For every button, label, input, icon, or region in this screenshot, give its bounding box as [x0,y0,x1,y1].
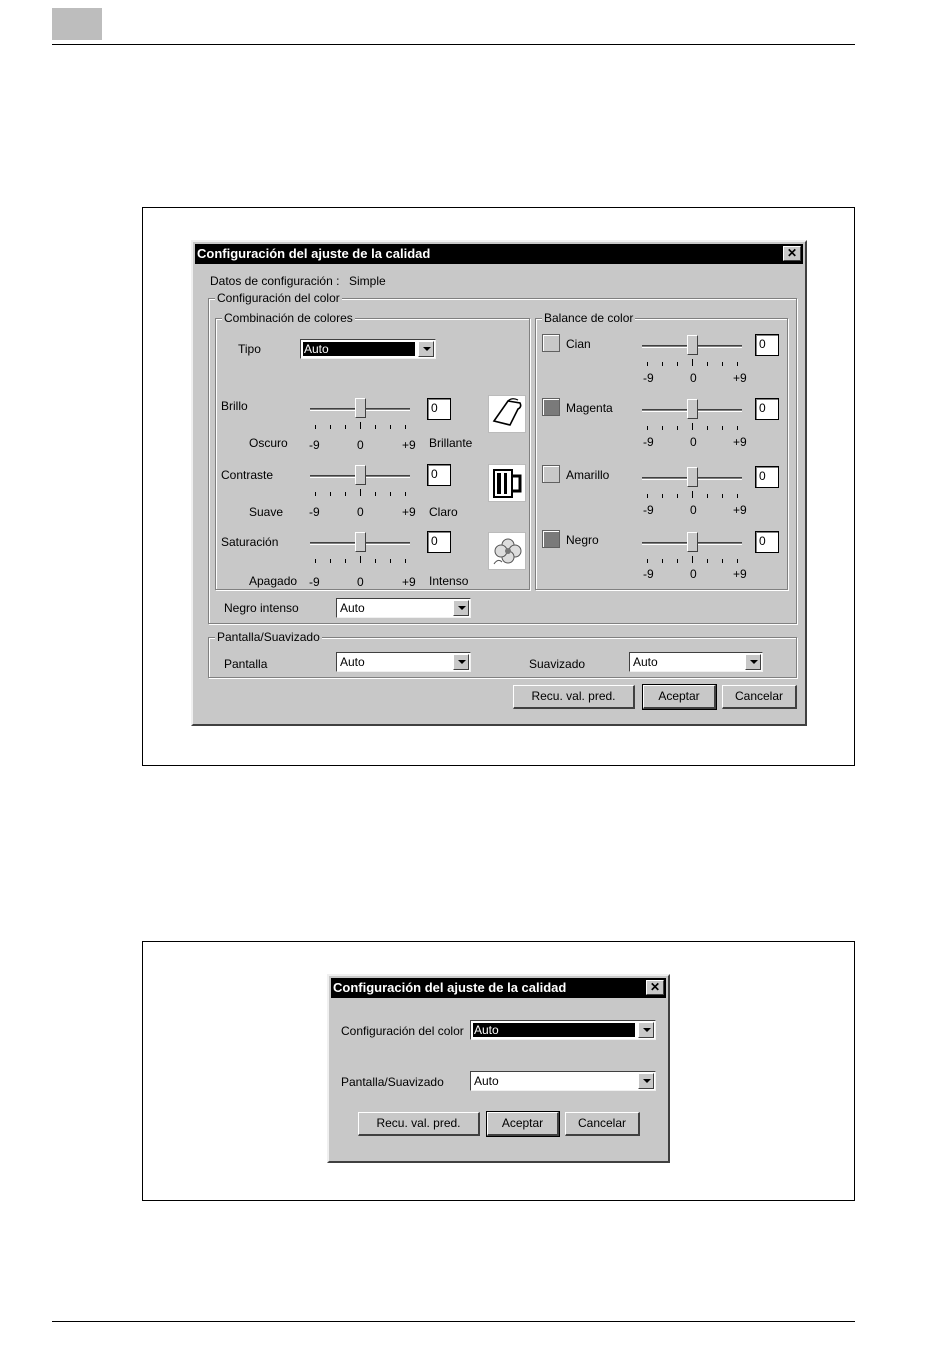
brightness-max-label: +9 [402,438,416,452]
slider-tick [707,559,708,563]
cancel-button[interactable]: Cancelar [722,685,797,709]
black-mid-label: 0 [690,567,697,581]
magenta-swatch [542,398,560,416]
cyan-mid-label: 0 [690,371,697,385]
tipo-label: Tipo [238,342,261,356]
dialog-titlebar[interactable] [331,978,666,998]
close-icon[interactable]: ✕ [783,246,801,261]
slider-tick [647,426,648,430]
color-combination-legend: Combinación de colores [224,311,353,325]
black-value-input[interactable]: 0 [755,531,779,553]
slider-tick [692,556,693,563]
header-rule [52,44,855,45]
color-config-group [208,291,797,624]
contrast-mid-label: 0 [357,505,364,519]
slider-tick [405,559,406,563]
slider-tick [662,426,663,430]
magenta-label: Magenta [566,401,613,415]
slider-tick [390,559,391,563]
screen-label: Pantalla [224,657,268,671]
slider-tick [330,492,331,496]
screen-dropdown[interactable] [336,652,471,672]
slider-tick [722,494,723,498]
contrast-value-input[interactable]: 0 [427,464,451,486]
figure-frame-2 [142,941,855,1201]
slider-tick [330,425,331,429]
slider-tick [737,494,738,498]
dialog-title: Configuración del ajuste de la calidad [333,980,567,995]
slider-tick [707,494,708,498]
slider-tick [405,492,406,496]
cyan-max-label: +9 [733,371,747,385]
dialog-title: Configuración del ajuste de la calidad [197,246,431,261]
slider-tick [722,362,723,366]
black-min-label: -9 [643,567,654,581]
contrast-min-label: -9 [309,505,320,519]
color-balance-legend: Balance de color [544,311,634,325]
contrast-max-label: +9 [402,505,416,519]
slider-tick [677,362,678,366]
slider-tick [737,362,738,366]
cyan-label: Cian [566,337,591,351]
slider-tick [692,359,693,366]
slider-tick [707,426,708,430]
config-data-label: Datos de configuración : [210,274,340,288]
yellow-swatch [542,465,560,483]
quality-settings-dialog-simple [327,974,670,1163]
color-config-value: Auto [473,1023,635,1037]
yellow-mid-label: 0 [690,503,697,517]
saturation-label: Saturación [221,535,279,549]
slider-tick [707,362,708,366]
cyan-slider[interactable] [642,337,742,371]
chevron-down-icon[interactable] [638,1073,654,1089]
footer-rule [52,1321,855,1322]
quality-settings-dialog-detailed [191,240,807,726]
brightness-high-label: Brillante [429,436,473,450]
chevron-down-icon[interactable] [453,600,469,616]
slider-tick [737,559,738,563]
slider-tick [677,494,678,498]
cancel-button[interactable]: Cancelar [565,1112,640,1136]
mug-icon [488,464,526,502]
yellow-slider[interactable] [642,469,742,503]
slider-tick [315,425,316,429]
slider-tick [692,423,693,430]
page-tab-marker [52,8,102,40]
saturation-slider[interactable] [310,534,410,568]
flower-icon [488,532,526,570]
toast-icon [488,395,526,433]
saturation-high-label: Intenso [429,574,469,588]
magenta-max-label: +9 [733,435,747,449]
rich-black-dropdown[interactable] [336,598,471,618]
brightness-mid-label: 0 [357,438,364,452]
magenta-mid-label: 0 [690,435,697,449]
yellow-max-label: +9 [733,503,747,517]
slider-tick [375,492,376,496]
yellow-min-label: -9 [643,503,654,517]
chevron-down-icon[interactable] [638,1022,654,1038]
slider-thumb[interactable] [687,399,698,419]
slider-tick [390,425,391,429]
brightness-min-label: -9 [309,438,320,452]
magenta-min-label: -9 [643,435,654,449]
screen-smoothing-dropdown[interactable] [470,1071,656,1091]
screen-smoothing-label: Pantalla/Suavizado [341,1075,444,1089]
contrast-low-label: Suave [249,505,284,519]
cyan-swatch [542,334,560,352]
color-balance-group [535,311,788,590]
slider-thumb[interactable] [355,398,366,418]
slider-tick [360,489,361,496]
brightness-value-input[interactable]: 0 [427,398,451,420]
chevron-down-icon[interactable] [745,654,761,670]
slider-tick [647,559,648,563]
color-config-dropdown[interactable] [470,1020,656,1040]
saturation-min-label: -9 [309,575,320,589]
brightness-label: Brillo [221,399,248,413]
slider-thumb[interactable] [687,335,698,355]
screen-smoothing-legend: Pantalla/Suavizado [217,630,320,644]
accept-button[interactable]: Aceptar [643,685,716,709]
slider-thumb[interactable] [355,532,366,552]
smoothing-value: Auto [633,655,658,669]
yellow-label: Amarillo [566,468,610,482]
slider-tick [737,426,738,430]
brightness-slider[interactable] [310,400,410,434]
slider-tick [662,494,663,498]
rich-black-label: Negro intenso [224,601,299,615]
contrast-label: Contraste [221,468,274,482]
black-slider[interactable] [642,534,742,568]
color-config-label: Configuración del color [341,1024,464,1038]
contrast-high-label: Claro [429,505,458,519]
slider-thumb[interactable] [687,532,698,552]
chevron-down-icon[interactable] [418,341,434,357]
figure-frame-1 [142,207,855,766]
chevron-down-icon[interactable] [453,654,469,670]
slider-thumb[interactable] [355,465,366,485]
slider-tick [345,425,346,429]
reset-defaults-button[interactable]: Recu. val. pred. [513,685,635,709]
slider-tick [662,559,663,563]
saturation-low-label: Apagado [249,574,298,588]
slider-tick [647,362,648,366]
slider-tick [722,426,723,430]
screen-smoothing-group [208,630,797,678]
slider-tick [360,556,361,563]
slider-tick [722,559,723,563]
slider-tick [647,494,648,498]
slider-tick [360,422,361,429]
color-combination-group [215,311,530,590]
color-config-legend: Configuración del color [217,291,340,305]
config-data-value: Simple [349,274,386,288]
slider-tick [315,492,316,496]
contrast-slider[interactable] [310,467,410,501]
close-icon[interactable]: ✕ [646,980,664,995]
black-swatch [542,530,560,548]
saturation-mid-label: 0 [357,575,364,589]
smoothing-dropdown[interactable] [629,652,763,672]
tipo-dropdown[interactable] [300,339,436,359]
magenta-slider[interactable] [642,401,742,435]
slider-tick [692,491,693,498]
screen-value: Auto [340,655,365,669]
brightness-low-label: Oscuro [249,436,288,450]
slider-tick [390,492,391,496]
slider-tick [330,559,331,563]
black-max-label: +9 [733,567,747,581]
black-label: Negro [566,533,599,547]
accept-button[interactable]: Aceptar [487,1112,559,1136]
slider-tick [375,425,376,429]
dialog-titlebar[interactable] [195,244,803,264]
slider-tick [375,559,376,563]
magenta-value-input[interactable]: 0 [755,398,779,420]
tipo-value: Auto [303,342,415,356]
slider-tick [315,559,316,563]
slider-tick [345,559,346,563]
rich-black-value: Auto [340,601,365,615]
slider-tick [345,492,346,496]
saturation-max-label: +9 [402,575,416,589]
yellow-value-input[interactable]: 0 [755,466,779,488]
saturation-value-input[interactable]: 0 [427,531,451,553]
cyan-min-label: -9 [643,371,654,385]
smoothing-label: Suavizado [529,657,586,671]
slider-tick [677,426,678,430]
cyan-value-input[interactable]: 0 [755,334,779,356]
slider-tick [662,362,663,366]
reset-defaults-button[interactable]: Recu. val. pred. [358,1112,480,1136]
slider-tick [405,425,406,429]
screen-smoothing-value: Auto [474,1074,499,1088]
slider-tick [677,559,678,563]
slider-thumb[interactable] [687,467,698,487]
